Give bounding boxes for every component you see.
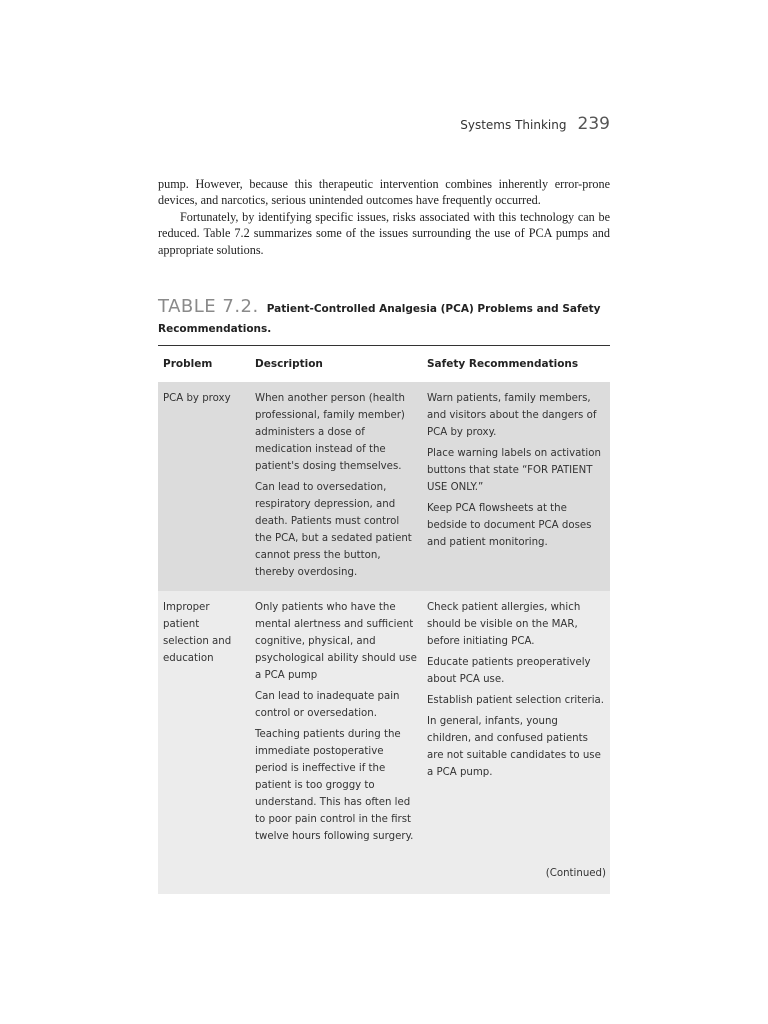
table-continued-row: [158, 855, 610, 894]
table-header-row: [158, 346, 610, 382]
description-text: Only patients who have the mental alertness and sufficient cognitive, physical, and psychological ability should use a PCA pump: [255, 602, 417, 681]
continued-label: (Continued): [545, 868, 606, 879]
body-paragraph-2: Fortunately, by identifying specific issues, risks associated with this technology can be reduced. Table 7.2 summarizes some of the issues surrounding the use of PCA pumps and appropriate solutions.: [158, 209, 610, 257]
recommendations-cell: [422, 382, 610, 591]
body-paragraph-1: pump. However, because this therapeutic intervention combines inherently error-prone devices, and narcotics, serious unintended outcomes have frequently occurred.: [158, 177, 610, 208]
recommendation-text: In general, infants, young children, and confused patients are not suitable candidates to use a PCA pump.: [427, 716, 601, 778]
recommendation-text: Educate patients preoperatively about PCA use.: [427, 657, 591, 685]
continued-cell: [158, 855, 610, 894]
table-container: [158, 345, 610, 894]
header-problem: Problem: [158, 346, 250, 382]
table-label: TABLE 7.2.: [158, 296, 259, 317]
header-description: Description: [250, 346, 422, 382]
problem-text: PCA by proxy: [163, 393, 231, 404]
table-row: [158, 591, 610, 855]
recommendation-text: Warn patients, family members, and visitors about the dangers of PCA by proxy.: [427, 393, 597, 438]
description-text: When another person (health professional, family member) administers a dose of medication instead of the patient's dosing themselves.: [255, 393, 405, 472]
recommendation-text: Keep PCA flowsheets at the bedside to document PCA doses and patient monitoring.: [427, 503, 592, 548]
running-head-section: Systems Thinking: [460, 118, 567, 132]
recommendation-text: Establish patient selection criteria.: [427, 695, 605, 706]
problem-cell: [158, 591, 250, 855]
table-caption: [158, 298, 610, 338]
page-number: 239: [577, 114, 610, 134]
description-text: Can lead to inadequate pain control or oversedation.: [255, 691, 400, 719]
description-text: Teaching patients during the immediate postoperative period is ineffective if the patient is too groggy to understand. This has often led to poor pain control in the first twelve hours following surgery.: [255, 729, 414, 842]
header-safety-recommendations: Safety Recommendations: [422, 346, 610, 382]
running-head: [420, 114, 610, 134]
table-title: Patient-Controlled Analgesia (PCA) Problems and Safety Recommendations.: [158, 303, 601, 335]
body-text: [158, 176, 610, 258]
table-row: [158, 382, 610, 591]
description-cell: [250, 591, 422, 855]
recommendation-text: Check patient allergies, which should be visible on the MAR, before initiating PCA.: [427, 602, 581, 647]
description-text: Can lead to oversedation, respiratory depression, and death. Patients must control the PCA, but a sedated patient cannot press the button, thereby overdosing.: [255, 482, 412, 578]
recommendation-text: Place warning labels on activation buttons that state “FOR PATIENT USE ONLY.”: [427, 448, 601, 493]
pca-table: [158, 346, 610, 894]
problem-cell: [158, 382, 250, 591]
recommendations-cell: [422, 591, 610, 855]
problem-text: Improper patient selection and education: [163, 602, 232, 664]
description-cell: [250, 382, 422, 591]
